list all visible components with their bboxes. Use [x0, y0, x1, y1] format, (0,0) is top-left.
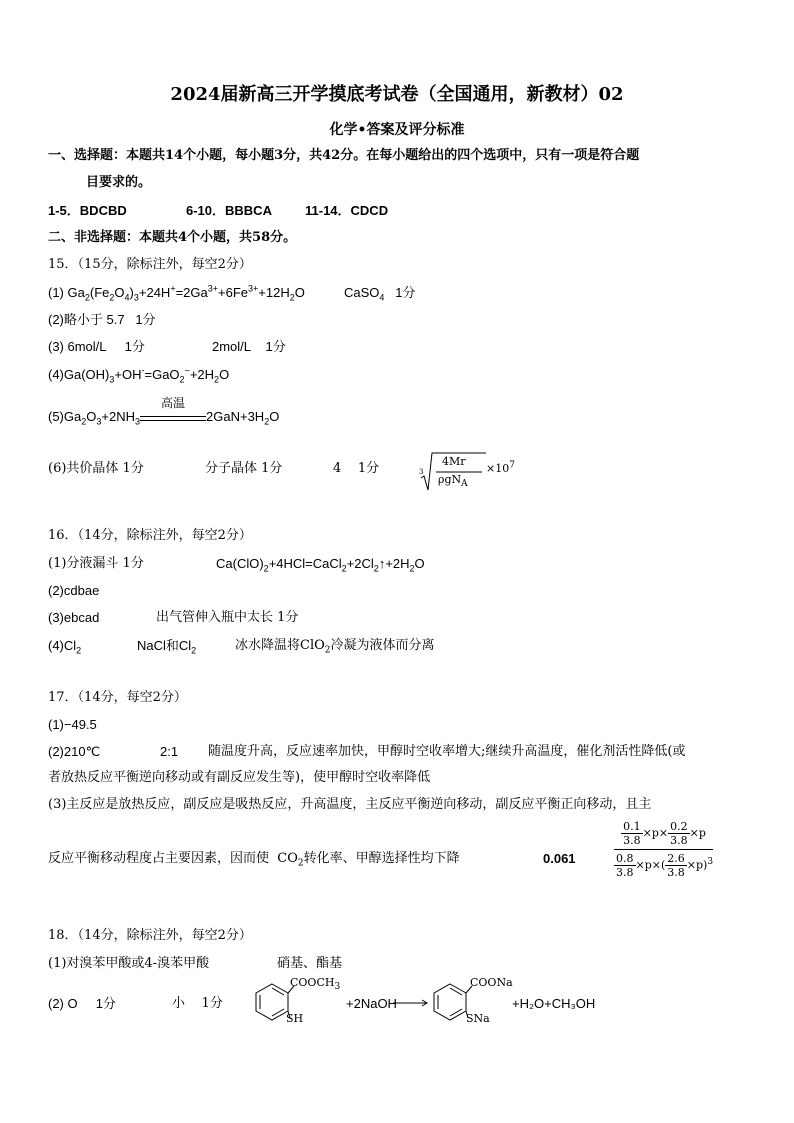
q17-answer-1: (1)−49.5	[48, 717, 97, 732]
q18-heading: 18．（14分，除标注外，每空2分）	[48, 928, 252, 943]
q18-answer-2a: (2) O 1分	[48, 996, 116, 1011]
q17-heading: 17．（14分，每空2分）	[48, 690, 187, 705]
q17-answer-2b: 2:1	[160, 744, 179, 759]
reactant-structure	[252, 976, 348, 1030]
q16-answer-1: (1)分液漏斗 1分	[48, 556, 144, 571]
q16-answer-3: (3)ebcad	[48, 610, 100, 625]
q16-answer-4a: $(4)Cl_2$	[48, 638, 82, 656]
kp-expression	[614, 820, 713, 879]
q15-answer-2: (2)略小于 5.7 1分	[48, 312, 156, 327]
reactant-substituent-2: SH	[286, 1012, 304, 1025]
formula-power: $\times 10^7$	[486, 460, 515, 475]
q15-answer-6a: (6)共价晶体 1分	[48, 461, 144, 476]
reaction-arrow: 高温	[140, 410, 206, 426]
formula-denominator: ρgN$_A$	[438, 473, 468, 490]
answer-1-5: 1-5．BDCBD	[48, 203, 127, 218]
page-title: 2024届新高三开学摸底考试卷（全国通用，新教材）02	[170, 84, 624, 105]
q17-answer-3-text-cont: 反应平衡移动程度占主要因素，因而使 $CO_2$转化率、甲醇选择性均下降	[48, 851, 460, 869]
product-substituent-1: COONa	[470, 976, 513, 989]
q16-answer-3-note: 出气管伸入瓶中太长 1分	[156, 610, 299, 625]
q17-answer-2a: (2)210℃	[48, 744, 101, 759]
q15-answer-6c: 4 1分	[333, 461, 380, 476]
product-structure	[430, 976, 520, 1030]
q17-answer-3-value: 0.061	[543, 851, 576, 866]
q16-heading: 16．（14分，除标注外，每空2分）	[48, 528, 252, 543]
q17-answer-3-text: (3)主反应是放热反应，副反应是吸热反应，升高温度，主反应平衡逆向移动，副反应平衡正向移动，且主	[48, 797, 652, 812]
section1-heading-cont: 目要求的。	[86, 175, 152, 190]
q16-answer-2: (2)cdbae	[48, 583, 100, 598]
svg-text:3: 3	[419, 468, 424, 476]
q15-answer-1: (1) $Ga_2(Fe_2O_4)_3+24H^+=2Ga^{3+}+6Fe^{3+}+12H_2O$	[48, 283, 305, 303]
q15-answer-1-extra: CaSO$_4$ 1分	[344, 285, 416, 303]
q15-answer-5: $(5)Ga_2O_3+2NH_3$ 高温 $2GaN+3H_2O$	[48, 395, 280, 427]
section2-heading: 二、非选择题：本题共4个小题，共58分。	[48, 230, 297, 245]
q15-answer-6b: 分子晶体 1分	[205, 461, 283, 476]
answer-11-14: 11-14．CDCD	[305, 203, 389, 218]
reaction-products: +H₂O+CH₃OH	[512, 996, 596, 1011]
q16-answer-1-eq: $Ca(ClO)_2+4HCl=CaCl_2+2Cl_2↑+2H_2O$	[216, 556, 425, 574]
reaction-plus-reagent: +2NaOH	[346, 996, 397, 1011]
q15-heading: 15．（15分，除标注外，每空2分）	[48, 257, 252, 272]
product-substituent-2: SNa	[466, 1012, 490, 1025]
page-subtitle: 化学•答案及评分标准	[329, 122, 465, 138]
q15-answer-3b: 2mol/L 1分	[212, 339, 286, 354]
right-arrow-icon	[393, 998, 429, 1008]
q15-answer-4: $(4)Ga(OH)_3+OH^-=GaO_2^-+2H_2O$	[48, 365, 230, 385]
section1-heading: 一、选择题：本题共14个小题，每小题3分，共42分。在每小题给出的四个选项中，只有一项是符合题	[48, 148, 640, 163]
q15-formula-6	[418, 450, 528, 498]
formula-numerator: 4Mr	[442, 455, 466, 468]
q18-answer-2b: 小 1分	[172, 996, 223, 1011]
q15-answer-3a: (3) 6mol/L 1分	[48, 339, 145, 354]
kp-numerator: $\frac{0.1}{3.8}$ ×p× $\frac{0.2}{3.8}$ ×p	[614, 820, 713, 850]
q17-answer-2-text-cont: 者放热反应平衡逆向移动或有副反应发生等)，使甲醇时空收率降低	[48, 770, 431, 785]
q18-answer-1b: 硝基、酯基	[277, 956, 343, 971]
answer-6-10: 6-10．BBBCA	[186, 203, 272, 218]
q17-answer-2-text: 随温度升高，反应速率加快，甲醇时空收率增大;继续升高温度，催化剂活性降低(或	[208, 744, 686, 759]
reactant-substituent-1: $COOCH_3$	[290, 976, 341, 993]
q16-answer-4b: NaCl和$Cl_2$	[137, 638, 197, 656]
q18-answer-1: (1)对溴苯甲酸或4-溴苯甲酸	[48, 956, 210, 971]
kp-denominator: $\frac{0.8}{3.8}$ ×p×( $\frac{2.6}{3.8}$ ×p)$^3$	[616, 852, 714, 879]
q16-answer-4c: 冰水降温将ClO$_2$冷凝为液体而分离	[235, 638, 435, 656]
